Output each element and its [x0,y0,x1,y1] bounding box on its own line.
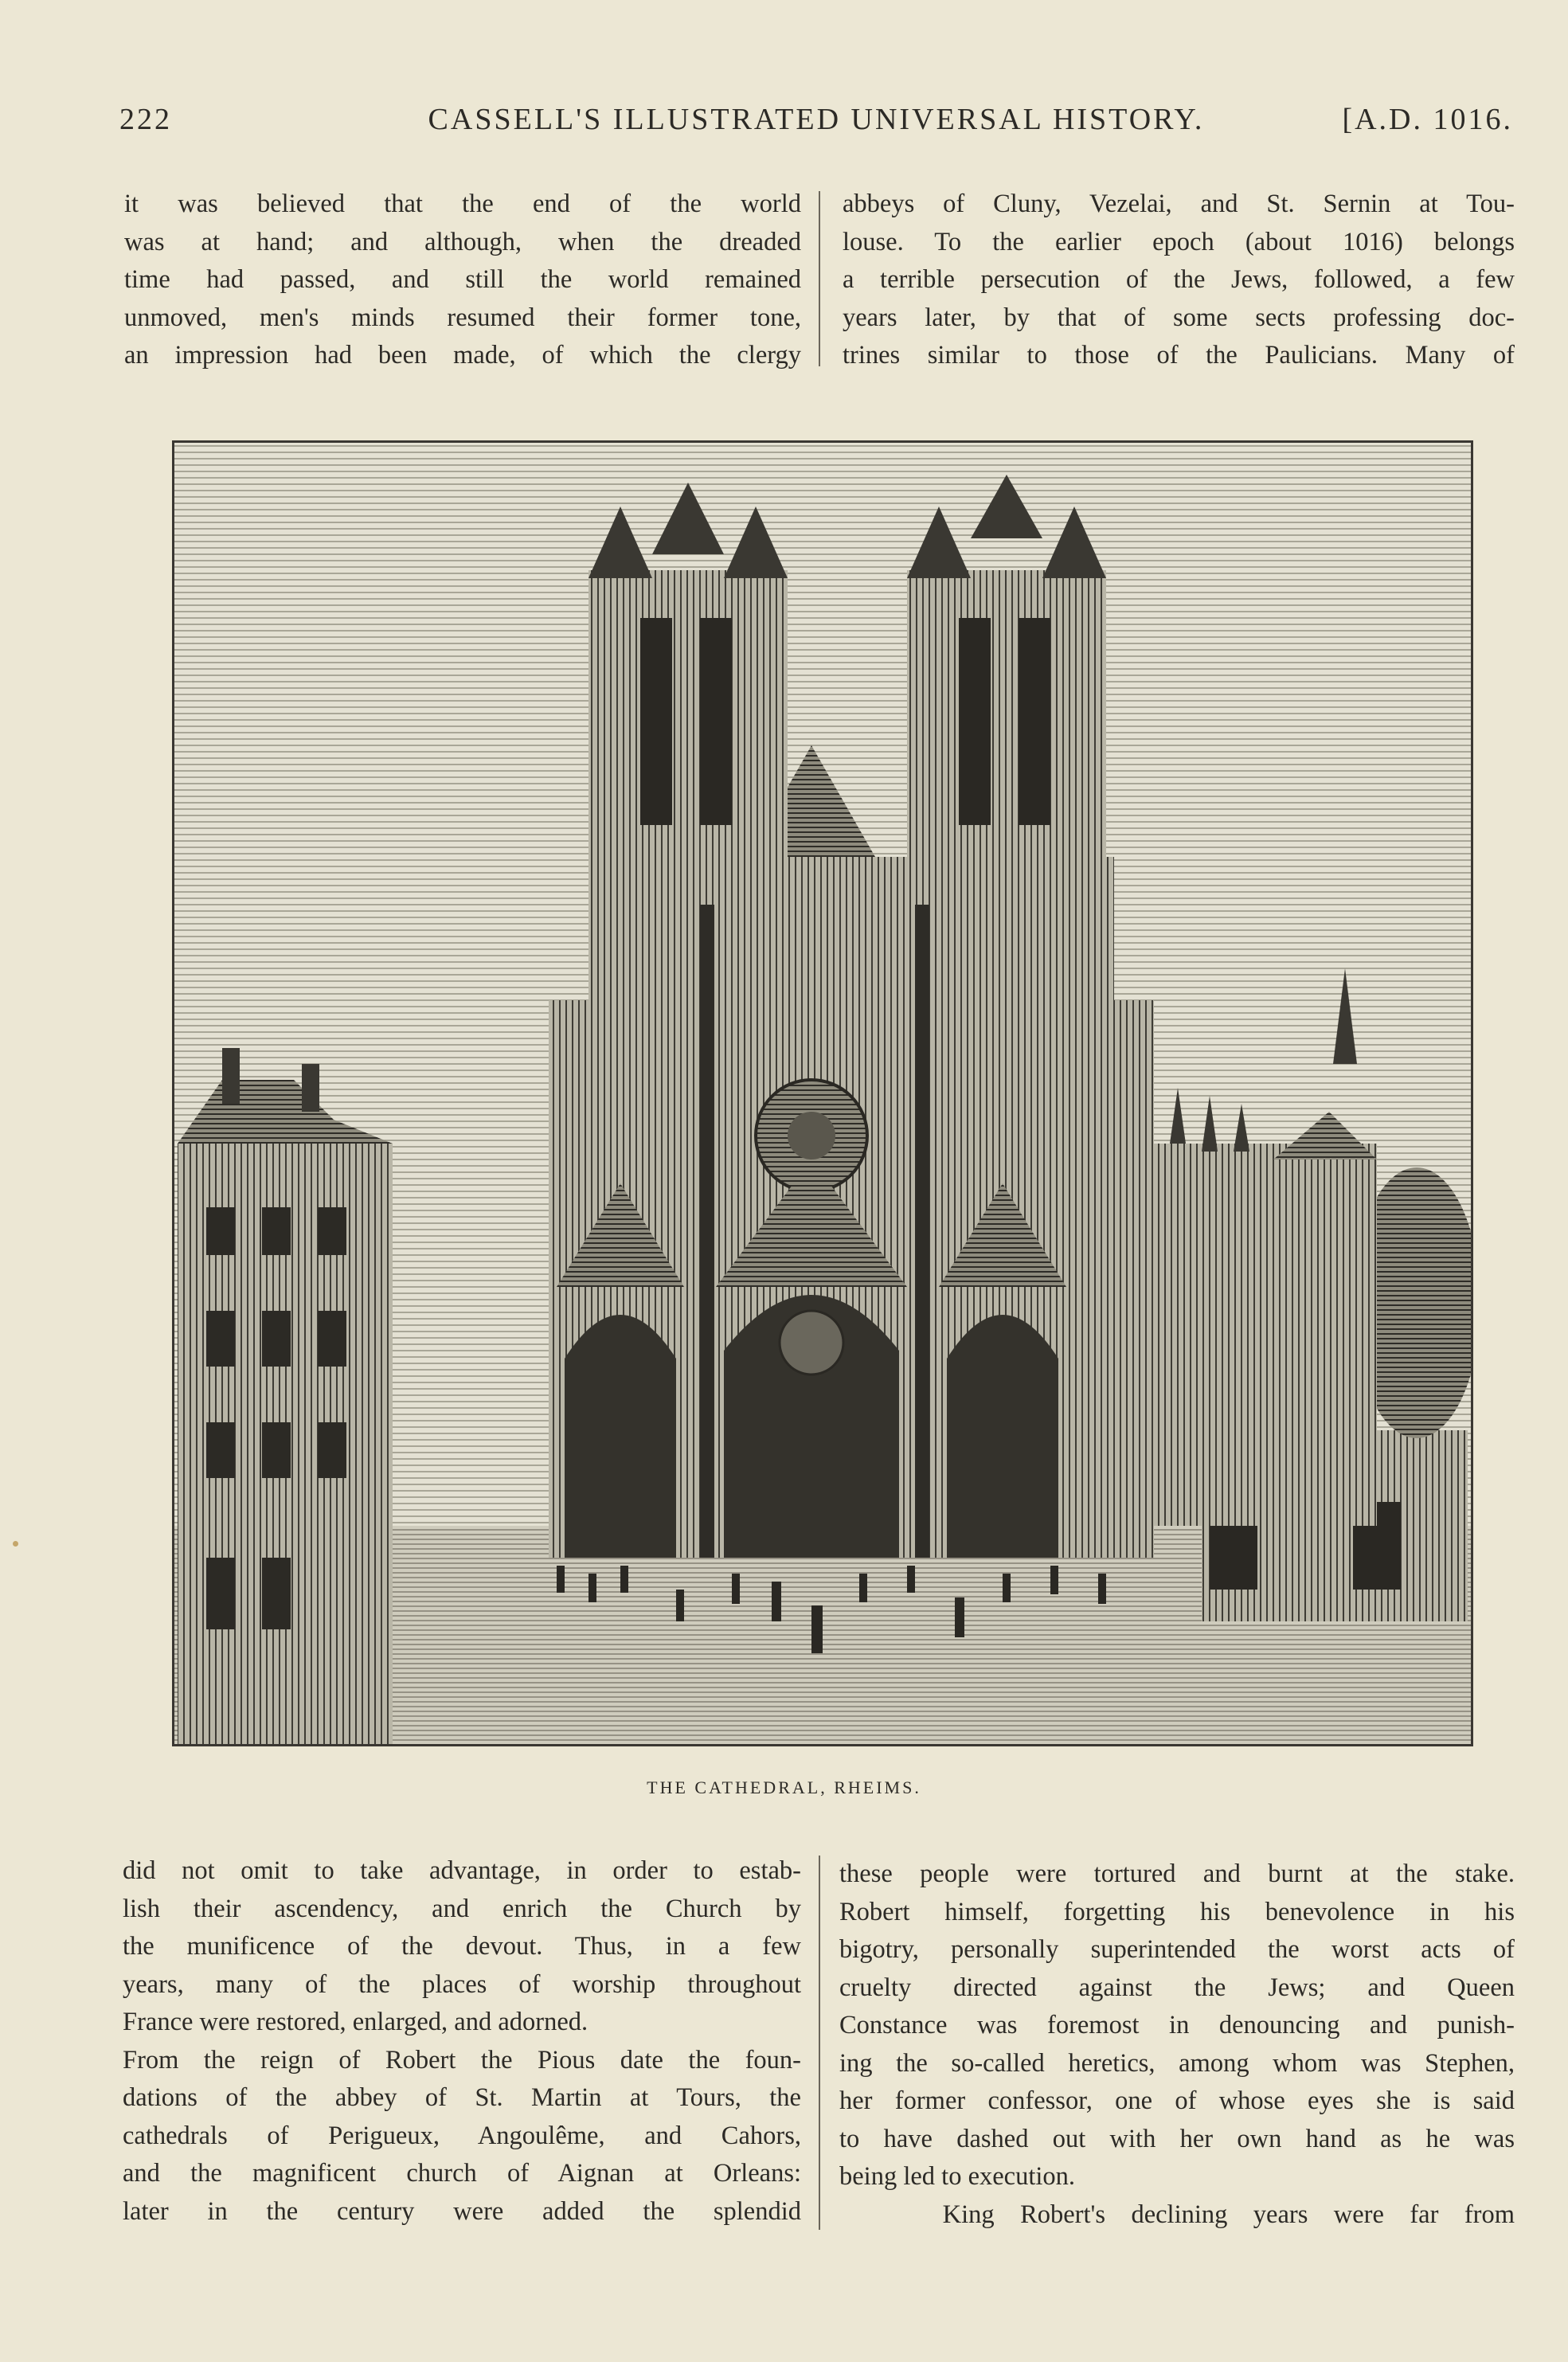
column-divider [819,191,820,366]
text-line: to have dashed out with her own hand as he was [839,2124,1515,2153]
text-line: From the reign of Robert the Pious date the foun- [123,2045,801,2075]
header-date: [A.D. 1016. [1342,103,1513,136]
text-line: years, many of the places of worship throughout [123,1969,801,1999]
bottom-left-column [123,1852,801,2231]
left-houses [178,1048,393,1744]
column-divider [819,1856,820,2230]
figure-caption: THE CATHEDRAL, RHEIMS. [647,1777,921,1797]
text-line: lish their ascendency, and enrich the Church by [123,1894,801,1923]
top-left-column [124,186,801,375]
text-line: time had passed, and still the world remained [124,265,801,294]
text-line: louse. To the earlier epoch (about 1016) belongs [843,227,1515,256]
text-line: it was believed that the end of the world [124,190,801,218]
top-right-column [843,186,1515,375]
text-line: the munificence of the devout. Thus, in a few [123,1932,801,1961]
text-line: these people were tortured and burnt at the stake. [839,1859,1515,1888]
text-line: abbeys of Cluny, Vezelai, and St. Sernin at Tou- [843,190,1515,218]
bottom-right-column [839,1856,1515,2234]
text-line: France were restored, enlarged, and adorned. [123,2008,588,2036]
text-line: did not omit to take advantage, in order to estab- [123,1856,801,1885]
paper-speck [13,1541,18,1547]
text-line: bigotry, personally superintended the worst acts of [839,1935,1515,1964]
text-line: King Robert's declining years were far from [839,2200,1515,2229]
text-line: her former confessor, one of whose eyes she is said [839,2086,1515,2115]
text-line: years later, by that of some sects professing doc- [843,303,1515,332]
text-line: cathedrals of Perigueux, Angoulême, and Cahors, [123,2121,801,2150]
cathedral-engraving [172,440,1473,1746]
text-line: Robert himself, forgetting his benevolence in his [839,1897,1515,1926]
text-line: cruelty directed against the Jews; and Queen [839,1973,1515,2002]
text-line: being led to execution. [839,2162,1076,2191]
text-line: an impression had been made, of which the clergy [124,341,801,370]
text-line: unmoved, men's minds resumed their former tone, [124,303,801,332]
book-title: CASSELL'S ILLUSTRATED UNIVERSAL HISTORY. [428,103,1205,136]
text-line: later in the century were added the splendid [123,2196,801,2226]
text-line: ing the so-called heretics, among whom was Stephen, [839,2048,1515,2078]
text-line: and the magnificent church of Aignan at Orleans: [123,2159,801,2188]
text-line: trines similar to those of the Paulicians. Many of [843,341,1515,370]
text-line: a terrible persecution of the Jews, followed, a few [843,265,1515,294]
text-line: dations of the abbey of St. Martin at Tours, the [123,2083,801,2112]
page-number: 222 [119,103,172,136]
text-line: was at hand; and although, when the dreaded [124,227,801,256]
running-header [119,102,1513,150]
text-line: Constance was foremost in denouncing and punish- [839,2011,1515,2039]
